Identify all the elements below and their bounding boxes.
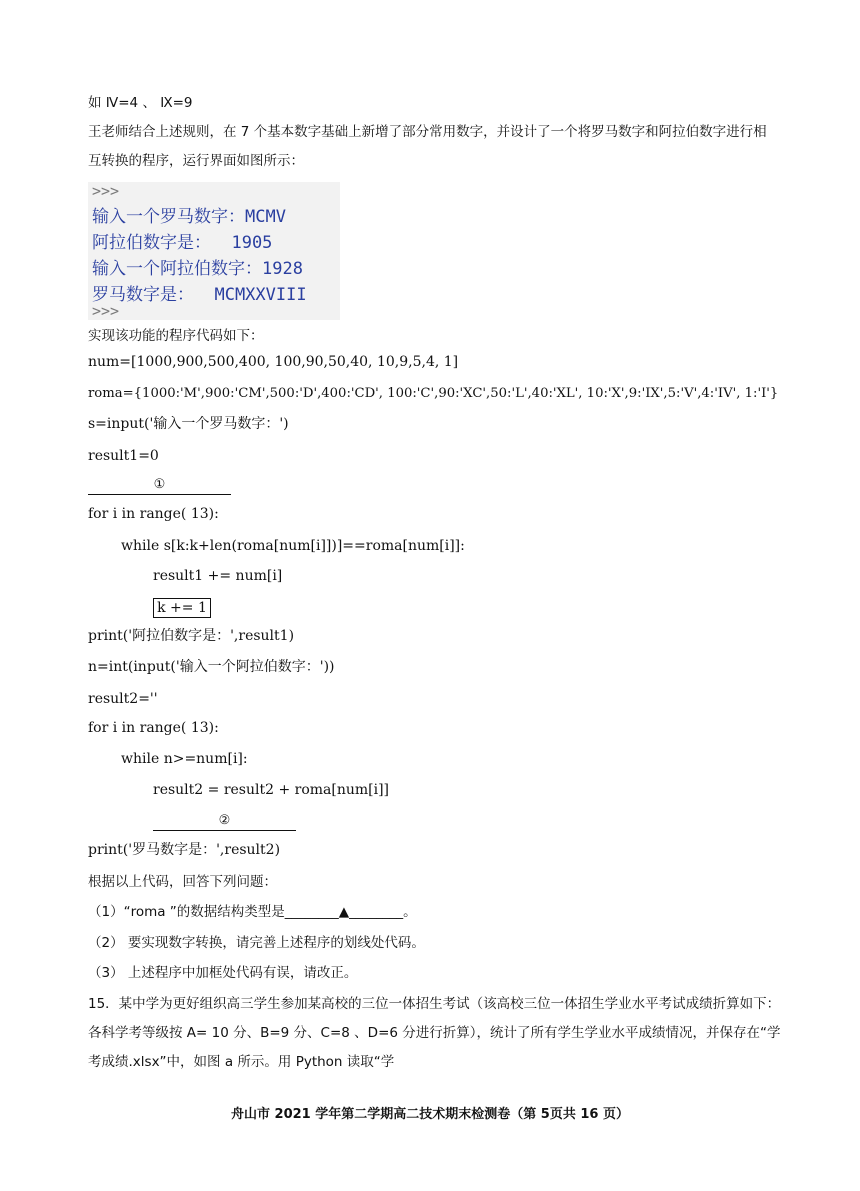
code-line: num=[1000,900,500,400, 100,90,50,40, 10,9,5,4, 1] — [88, 354, 459, 370]
page-footer: 舟山市 2021 学年第二学期高二技术期末检测卷（第 5页共 16 页） — [231, 1107, 629, 1122]
shell-line: 输入一个罗马数字：MCMV — [92, 207, 286, 227]
code-line: for i in range( 13): — [88, 720, 219, 736]
intro-line: 如 Ⅳ=4 、 Ⅸ=9 — [88, 95, 193, 111]
question-3: （3） 上述程序中加框处代码有误，请改正。 — [88, 965, 358, 981]
code-line: result1=0 — [88, 448, 159, 464]
code-line: roma={1000:'M',900:'CM',500:'D',400:'CD', 100:'C',90:'XC',50:'L',40:'XL', 10:'X',9:'IX',5:'V',4:'IV', 1:'I'} — [88, 386, 779, 401]
shell-line: 阿拉伯数字是： 1905 — [92, 233, 273, 253]
blank-1: ① — [88, 476, 231, 495]
shell-line: 罗马数字是： MCMXXVIII — [92, 285, 307, 305]
python-shell-screenshot — [88, 182, 340, 320]
code-line: result2='' — [88, 691, 158, 707]
questions-lead: 根据以上代码，回答下列问题： — [88, 874, 277, 890]
code-line: print('罗马数字是：',result2) — [88, 842, 281, 858]
code-line: while s[k:k+len(roma[num[i]])]==roma[num[i]]: — [121, 538, 465, 554]
blank-2: ② — [153, 812, 296, 831]
code-line: n=int(input('输入一个阿拉伯数字：')) — [88, 659, 335, 675]
shell-line: 输入一个阿拉伯数字：1928 — [92, 259, 303, 279]
code-line: for i in range( 13): — [88, 506, 219, 522]
boxed-code: k += 1 — [153, 598, 211, 618]
shell-prompt: >>> — [92, 182, 120, 200]
code-caption: 实现该功能的程序代码如下： — [88, 328, 264, 344]
intro-paragraph: 王老师结合上述规则，在 7 个基本数字基础上新增了部分常用数字，并设计了一个将罗马数字和阿拉伯数字进行相互转换的程序，运行界面如图所示： — [88, 124, 767, 169]
question-2: （2） 要实现数字转换，请完善上述程序的划线处代码。 — [88, 935, 425, 951]
code-line: s=input('输入一个罗马数字：') — [88, 416, 289, 432]
code-line: result2 = result2 + roma[num[i]] — [153, 782, 390, 798]
code-line: result1 += num[i] — [153, 568, 283, 584]
question-15: 15．某中学为更好组织高三学生参加某高校的三位一体招生考试（该高校三位一体招生学业水平考试成绩折算如下：各科学考等级按 A= 10 分、B=9 分、C=8 、D=6 分进行折算），统计了所有学生学业水平成绩情况，并保存在“学考成绩.xlsx”中，如图 a 所示。用 Python 读取“学 — [88, 996, 781, 1070]
question-1: （1）“roma ”的数据结构类型是________▲________。 — [88, 904, 417, 920]
shell-prompt: >>> — [92, 302, 120, 320]
code-line: while n>=num[i]: — [121, 751, 248, 767]
code-line: print('阿拉伯数字是：',result1) — [88, 628, 295, 644]
